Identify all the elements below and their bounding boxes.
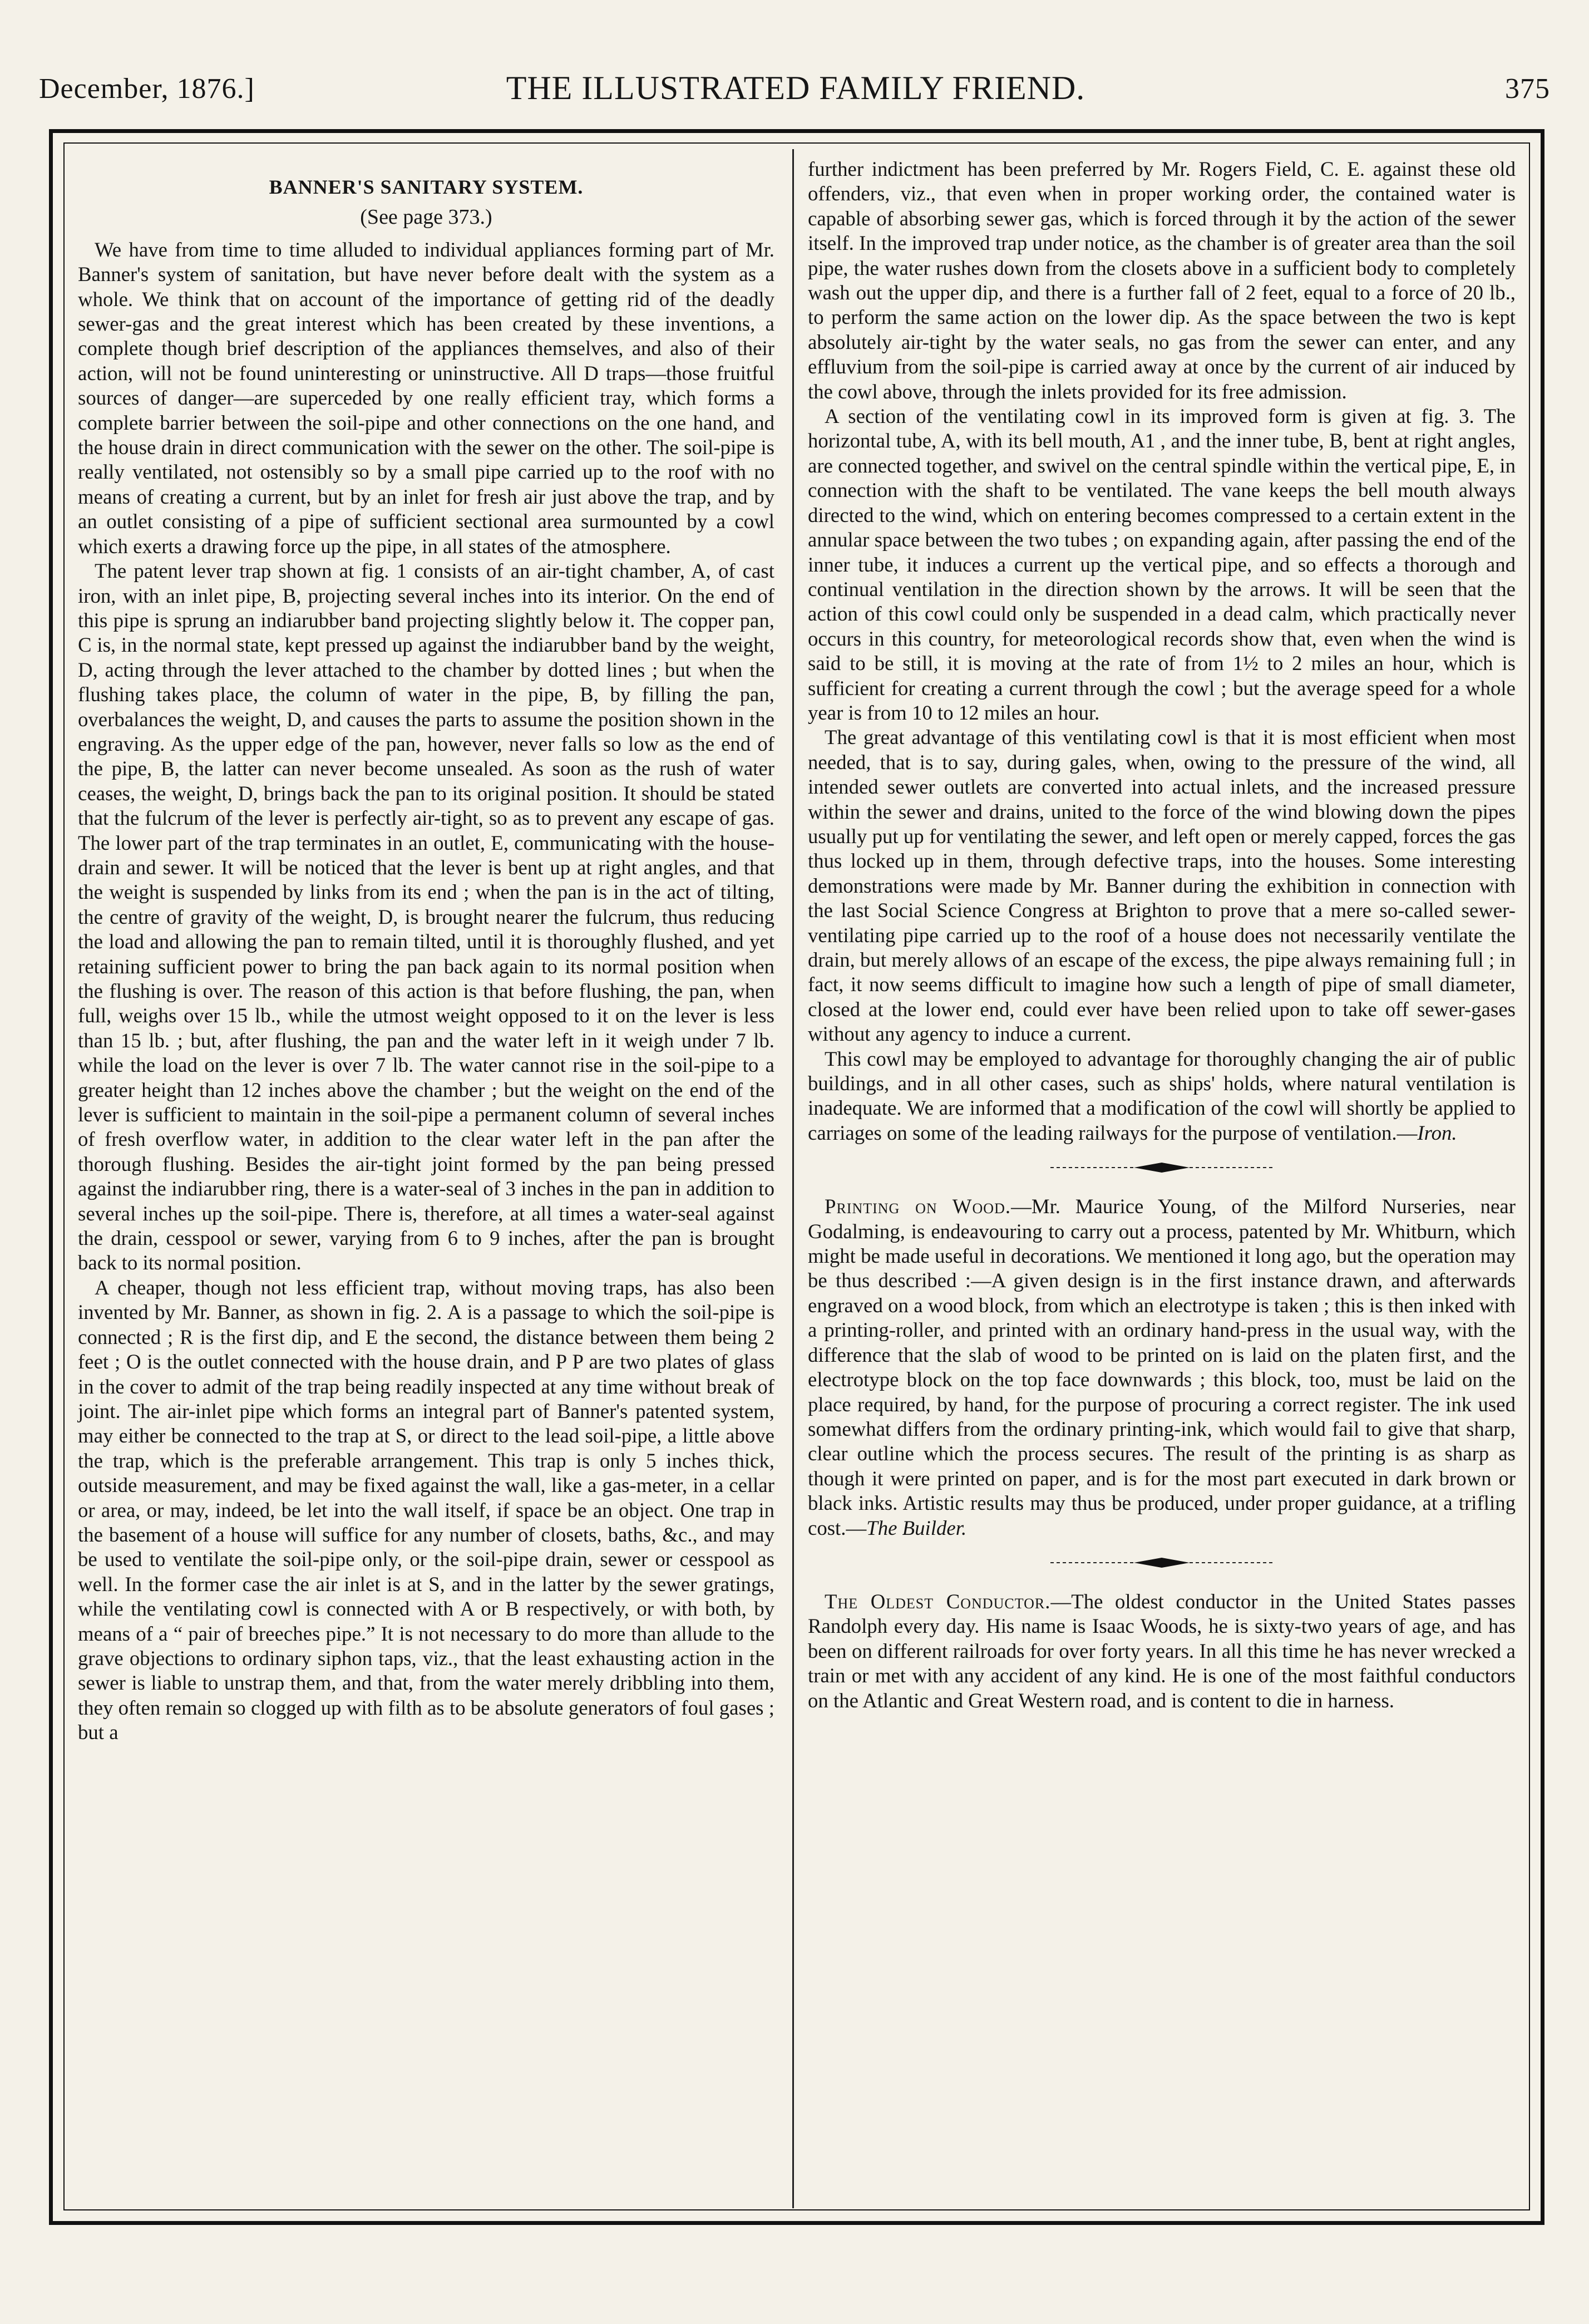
- banner-paragraph-final: [808, 1047, 1516, 1146]
- page-number: 375: [1505, 73, 1550, 105]
- banner-paragraph: A section of the ventilating cowl in its improved form is given at fig. 3. The horizontal tube, A, with its bell mouth, A1 , and the inner tube, B, bent at right angles, are connected together, and swivel on the central spindle within the vertical pipe, E, in connection with the shaft to be ventilated. The vane keeps the bell mouth always directed to the wind, which on entering becomes compressed to a certain extent in the annular space between the two tubes ; on expanding again, after passing the end of the inner tube, it induces a current up the vertical pipe, and so effects a thorough and continual ventilation in the direction shown by the arrows. It will be seen that the action of this cowl could only be suspended in a dead calm, which practically never occurs in this country, for meteorological records show that, even when the wind is said to be still, it is moving at the rate of from 1½ to 2 miles an hour, which is sufficient for creating a current through the cowl ; but the average speed for a whole year is from 10 to 12 miles an hour.: [808, 405, 1516, 724]
- printing-title: Printing on Wood.: [825, 1195, 1011, 1218]
- issue-date: December, 1876.]: [39, 73, 255, 105]
- banner-paragraph: The patent lever trap shown at fig. 1 consists of an air-tight chamber, A, of cast iron, with an inlet pipe, B, projecting several inches into its interior. On the end of this pipe is sprung an indiarubber band projecting slightly below it. The copper pan, C is, in the normal state, kept pressed up against the indiarubber band by the weight, D, acting through the lever attached to the chamber by dotted lines ; but when the flushing takes place, the column of water in the pipe, B, by filling the pan, overbalances the weight, D, and causes the parts to assume the position shown in the engraving. As the upper edge of the pan, however, never falls so low as the end of the pipe, B, the latter can never become unsealed. As soon as the rush of water ceases, the weight, D, brings back the pan to its original position. It should be stated that the fulcrum of the lever is perfectly air-tight, so as to prevent any escape of gas. The lower part of the trap terminates in an outlet, E, communicating with the house-drain and sewer. It will be noticed that the lever is bent up at right angles, and that the weight is suspended by links from its end ; when the pan is in the act of tilting, the centre of gravity of the weight, D, is brought nearer the fulcrum, thus reducing the load and allowing the pan to remain tilted, until it is thoroughly flushed, and yet retaining sufficient power to bring the pan back again to its normal position when the flushing is over. The reason of this action is that before flushing, the pan, when full, weighs over 15 lb., while the utmost weight opposed to it on the lever is less than 15 lb. ; but, after flushing, the pan and the water left in it weigh under 7 lb. while the load on the lever is over 7 lb. The water cannot rise in the soil-pipe to a greater height than 12 inches above the chamber ; but the weight on the end of the lever is sufficient to maintain in the soil-pipe a permanent column of several inches of fresh overflow water, in addition to the clear water left in the pan after the thorough flushing. Besides the air-tight joint formed by the pan being pressed against the indiarubber ring, there is a water-seal of 3 inches in the pan in addition to several inches up the soil-pipe. There is, therefore, at all times a water-seal against the drain, cesspool or sewer, varying from 6 to 9 inches, after the pan is brought back to its normal position.: [78, 559, 774, 1274]
- right-column: [808, 157, 1516, 1713]
- left-column: [78, 157, 774, 1745]
- banner-paragraph: We have from time to time alluded to individual appliances forming part of Mr. Banner's system of sanitation, but have never before dealt with the system as a whole. We think that on account of the importance of getting rid of the deadly sewer-gas and the great interest which has been created by these inventions, a complete though brief description of the appliances themselves, and also of their action, will not be found uninteresting or uninstructive. All D traps—those fruitful sources of danger—are superceded by one really efficient tray, which forms a complete barrier between the soil-pipe and other connections on the one hand, and the house drain in direct communication with the sewer on the other. The soil-pipe is really ventilated, not ostensibly so by a small pipe carried up to the roof with no means of creating a current, but by an inlet for fresh air just above the trap, and by an outlet consisting of a pipe of sufficient sectional area surmounted by a cowl which exerts a drawing force up the pipe, in all states of the atmosphere.: [78, 238, 774, 558]
- conductor-body: —The oldest conductor in the United States passes Randolph every day. His name is Isaac Woods, he is sixty-two years of age, and has been on different railroads for over forty years. In all this time he has never wrecked a train or met with any accident of any kind. He is one of the most faithful conductors on the Atlantic and Great Western road, and is content to die in harness.: [808, 1589, 1516, 1712]
- banner-paragraph: A cheaper, though not less efficient trap, without moving traps, has also been invented by Mr. Banner, as shown in fig. 2. A is a passage to which the soil-pipe is connected ; R is the first dip, and E the second, the distance between them being 2 feet ; O is the outlet connected with the house drain, and P P are two plates of glass in the cover to admit of the trap being readily inspected at any time without break of joint. The air-inlet pipe which forms an integral part of Banner's patented system, may either be connected to the trap at S, or direct to the lead soil-pipe, a little above the trap, which is the preferable arrangement. This trap is only 5 inches thick, outside measurement, and may be fixed against the wall, like a gas-meter, in a cellar or area, or may, indeed, be let into the wall itself, if space be an object. One trap in the basement of a house will suffice for any number of closets, baths, &c., and may be used to ventilate the soil-pipe only, or the soil-pipe drain, sewer or cesspool as well. In the former case the air inlet is at S, and in the latter by the sewer gratings, while the ventilating cowl is connected with A or B respectively, or with both, by means of a “ pair of breeches pipe.” It is not necessary to do more than allude to the grave objections to ordinary siphon taps, viz., that the least exhausting action in the sewer is liable to unstrap them, and that, from the water merely dribbling into them, they often remain so clogged up with filth as to be absolute generators of foul gases ; but a: [78, 1276, 774, 1744]
- article-cross-reference: (See page 373.): [360, 205, 492, 229]
- printing-source: The Builder.: [866, 1516, 967, 1539]
- conductor-title: The Oldest Conductor.: [825, 1589, 1051, 1613]
- banner-paragraph: The great advantage of this ventilating cowl is that it is most efficient when most needed, that is to say, during gales, when, owing to the pressure of the wind, all intended sewer outlets are converted into actual inlets, and the increased pressure within the sewer and drains, united to the force of the wind blowing down the pipes usually put up for ventilating the sewer, and left open or merely capped, forces the gas thus locked up in them, through defective traps, into the houses. Some interesting demonstrations were made by Mr. Banner during the exhibition in connection with the last Social Science Congress at Brighton to prove that a mere so-called sewer-ventilating pipe carried up to the roof of a house does not necessarily ventilate the drain, but merely allows of an escape of the excess, the pipe always remaining full ; in fact, it now seems difficult to imagine how such a length of pipe of small diameter, closed at the lower end, could ever have been relied upon to take off sewer-gases without any agency to induce a current.: [808, 726, 1516, 1046]
- section-ornament: [1050, 1555, 1273, 1570]
- banner-paragraph-text: This cowl may be employed to advantage for thoroughly changing the air of public buildings, and in all other cases, such as ships' holds, where natural ventilation is inadequate. We are informed that a modification of the cowl will shortly be applied to carriages on some of the leading railways for the purpose of ventilation.—: [808, 1047, 1516, 1144]
- banner-paragraph-continued: further indictment has been preferred by Mr. Rogers Field, C. E. against these old offenders, viz., that even when in proper working order, the contained water is capable of absorbing sewer gas, which is forced through it by the action of the sewer itself. In the improved trap under notice, as the chamber is of greater area than the soil pipe, the water rushes down from the closets above in a sufficient body to completely wash out the upper dip, and there is a further fall of 2 feet, equal to a force of 20 lb., to perform the same action on the lower dip. As the space between the two is kept absolutely air-tight by the water seals, no gas from the sewer can enter, and any effluvium from the soil-pipe is carried away at once by the current of air induced by the cowl above, through the inlets provided for its free admission.: [808, 157, 1516, 403]
- banner-source: Iron.: [1417, 1121, 1457, 1144]
- section-ornament: [1050, 1160, 1273, 1175]
- column-divider: [792, 149, 794, 2208]
- printing-paragraph: [808, 1194, 1516, 1540]
- article-title-banner: BANNER'S SANITARY SYSTEM.: [269, 176, 584, 198]
- publication-title: THE ILLUSTRATED FAMILY FRIEND.: [506, 70, 1085, 106]
- conductor-paragraph: [808, 1589, 1516, 1713]
- running-header: [39, 66, 1552, 116]
- printing-body: —Mr. Maurice Young, of the Milford Nurseries, near Godalming, is endeavouring to carry out a process, patented by Mr. Whitburn, which might be made useful in decorations. We mentioned it long ago, but the operation may be thus described :—A given design is in the first instance drawn, and afterwards engraved on a wood block, from which an electrotype is taken ; this is then inked with a printing-roller, and printed with an ordinary hand-press in the usual way, with the difference that the slab of wood to be printed on is laid on the platen first, and the electrotype block on the top face downwards ; this block, too, must be laid on the place required, by hand, for the purpose of procuring a correct register. The ink used somewhat differs from the ordinary printing-ink, which would fail to give that sharp, clear outline which the process secures. The result of the printing is as sharp as though it were printed on paper, and is for the most part executed in dark brown or black inks. Artistic results may thus be produced, under proper guidance, at a trifling cost.—: [808, 1195, 1516, 1539]
